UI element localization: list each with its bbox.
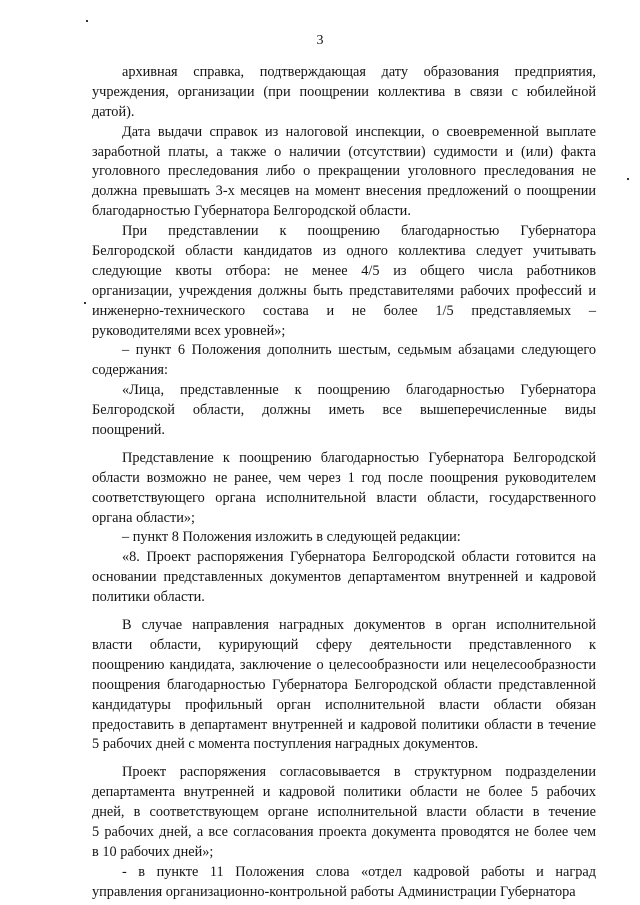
text-line: Дата выдачи справок из налоговой инспекции, о своевременной выплате (122, 123, 596, 140)
text-line: поощрению кандидата, заключение о целесообразности или нецелесообразности (92, 656, 596, 673)
text-line: в 10 рабочих дней»; (92, 843, 214, 860)
scan-speck (627, 178, 629, 180)
text-line: архивная справка, подтверждающая дату образования предприятия, (122, 64, 596, 80)
page-number: 3 (316, 33, 324, 48)
text-line: соответствующего органа исполнительной власти области, государственного (92, 489, 596, 506)
text-line: – пункт 6 Положения дополнить шестым, седьмым абзацами следующего (122, 342, 596, 359)
text-line: «8. Проект распоряжения Губернатора Белгородской области готовится на (122, 549, 596, 566)
paragraph (92, 341, 596, 381)
paragraph (92, 763, 596, 862)
text-line: Белгородской области кандидатов из одного коллектива следует учитывать (92, 243, 596, 260)
text-line: - в пункте 11 Положения слова «отдел кадровой работы и наград (122, 863, 596, 880)
text-line: основании представленных документов департаментом внутренней и кадровой (92, 569, 596, 586)
text-line: дней, в соответствующем органе исполнительной власти области в течение (92, 804, 596, 821)
paragraph (92, 63, 596, 123)
text-line: благодарностью Губернатора Белгородской области. (92, 203, 411, 220)
paragraph (92, 863, 596, 903)
text-line: При представлении к поощрению благодарностью Губернатора (122, 223, 596, 240)
text-line: учреждения, организации (при поощрении коллектива в связи с юбилейной (92, 83, 596, 100)
text-line: кандидатуры профильный орган исполнительной власти области обязан (92, 696, 596, 713)
text-line: поощрения благодарностью Губернатора Белгородской области представленной (92, 676, 596, 693)
scan-speck (86, 20, 88, 22)
paragraph (92, 528, 596, 548)
text-line: руководителями всех уровней»; (92, 322, 286, 339)
scan-speck (84, 302, 86, 304)
paragraph (92, 548, 596, 608)
paragraph (92, 449, 596, 529)
text-line: Представление к поощрению благодарностью Губернатора Белгородской (122, 449, 596, 466)
paragraph (92, 123, 596, 222)
paragraph (92, 616, 596, 755)
text-line: датой). (92, 103, 135, 120)
text-line: «Лица, представленные к поощрению благодарностью Губернатора (122, 382, 596, 399)
text-line: поощрений. (92, 422, 165, 439)
text-line: 5 рабочих дней, а все согласования проекта документа проводятся не более чем (92, 823, 596, 840)
text-line: органа области»; (92, 509, 195, 526)
text-line: содержания: (92, 362, 168, 379)
text-line: должна превышать 3-х месяцев на момент внесения предложений о поощрении (92, 183, 596, 200)
text-line: инженерно-технического состава и не более 1/5 представляемых – (92, 302, 596, 319)
text-line: Белгородской области, должны иметь все вышеперечисленные виды (92, 402, 596, 419)
paragraph (92, 222, 596, 341)
paragraph (92, 381, 596, 441)
text-line: Проект распоряжения согласовывается в структурном подразделении (122, 764, 596, 781)
text-line: следующие квоты отбора: не менее 4/5 из общего числа работников (92, 262, 596, 279)
text-line: В случае направления наградных документов в орган исполнительной (122, 617, 596, 634)
text-line: 5 рабочих дней с момента поступления наградных документов. (92, 736, 479, 753)
text-line: департамента внутренней и кадровой политики области не более 5 рабочих (92, 784, 596, 801)
text-line: управления организационно-контрольной работы Администрации Губернатора (92, 883, 576, 900)
text-line: области возможно не ранее, чем через 1 год после поощрения руководителем (92, 469, 596, 486)
text-line: – пункт 8 Положения изложить в следующей редакции: (122, 529, 461, 546)
text-line: политики области. (92, 589, 205, 606)
text-line: уголовного преследования либо о прекращении уголовного преследования не (92, 163, 596, 180)
document-body (92, 63, 596, 903)
text-line: власти области, курирующий сферу деятельности представленного к (92, 636, 596, 653)
text-line: предоставить в департамент внутренней и кадровой политики области в течение (92, 716, 596, 733)
text-line: организации, учреждения должны быть представителями рабочих профессий и (92, 282, 596, 299)
text-line: заработной платы, а также о наличии (отсутствии) судимости и (или) факта (92, 143, 596, 160)
